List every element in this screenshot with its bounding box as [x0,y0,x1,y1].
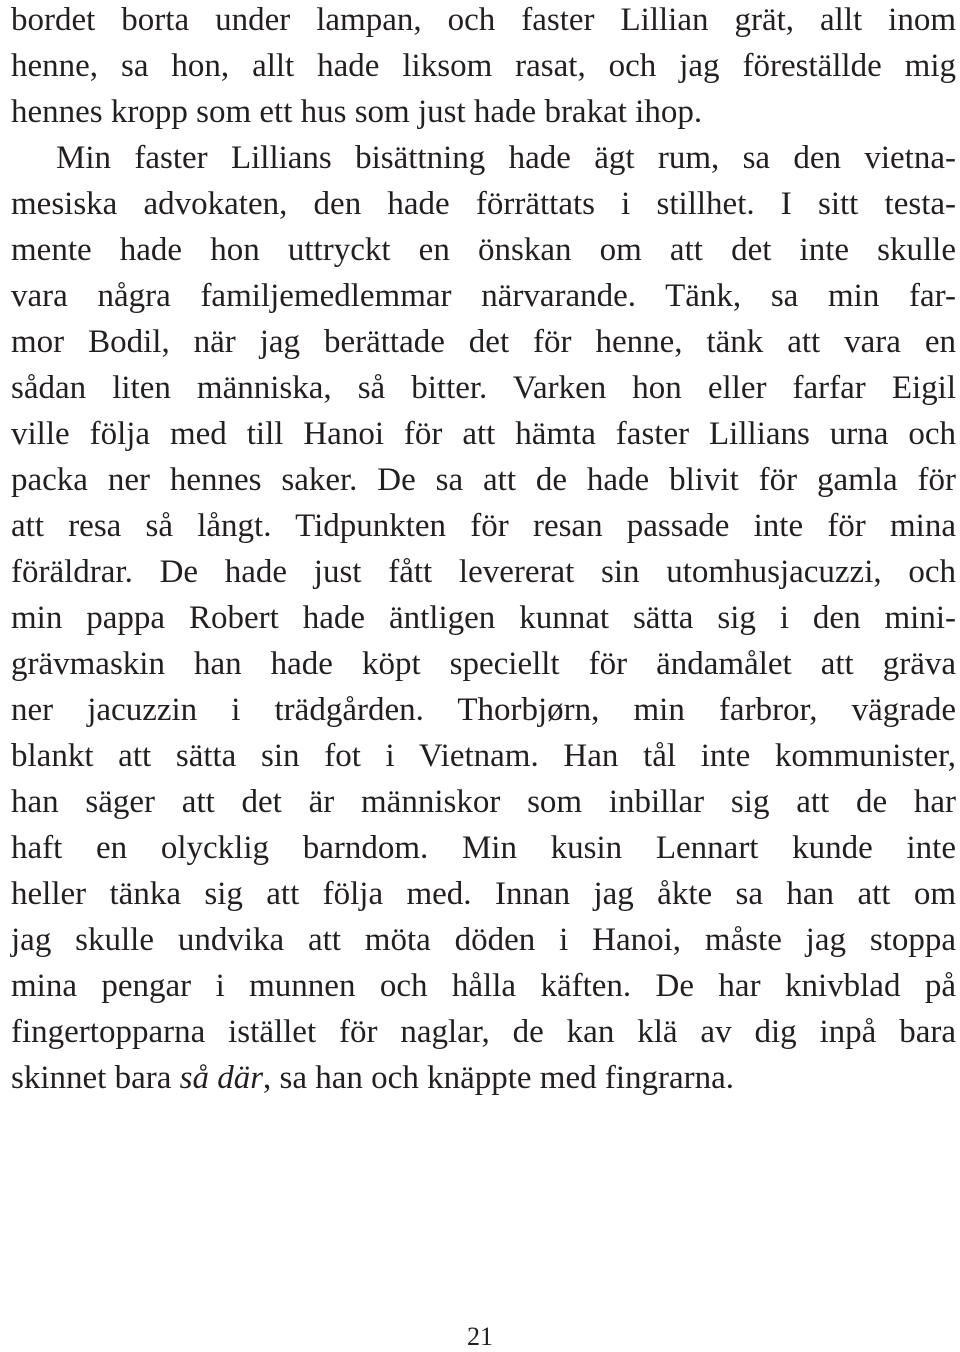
text-line: sådan liten människa, så bitter. Varken hon eller farfar Eigil [11,370,956,406]
text-line: ville följa med till Hanoi för att hämta faster Lillians urna och [11,416,956,452]
text-run: , sa han och knäppte med fingrarna. [263,1060,735,1096]
text-line: mor Bodil, när jag berättade det för henne, tänk att vara en [11,324,956,360]
text-line-indented: Min faster Lillians bisättning hade ägt rum, sa den vietna- [56,140,956,176]
text-line: han säger att det är människor som inbillar sig att de har [11,784,956,820]
text-line: heller tänka sig att följa med. Innan jag åkte sa han att om [11,876,956,912]
italic-text: så där [179,1060,264,1096]
text-line: bordet borta under lampan, och faster Lillian grät, allt inom [11,2,956,38]
page-number: 21 [467,1322,493,1351]
text-line: min pappa Robert hade äntligen kunnat sätta sig i den mini- [11,600,956,636]
text-line: packa ner hennes saker. De sa att de hade blivit för gamla för [11,462,956,498]
text-line: hennes kropp som ett hus som just hade brakat ihop. [11,94,703,130]
text-line: mente hade hon uttryckt en önskan om att det inte skulle [11,232,956,268]
text-line: jag skulle undvika att möta döden i Hanoi, måste jag stoppa [11,922,956,958]
text-line: henne, sa hon, allt hade liksom rasat, och jag föreställde mig [11,48,956,84]
text-line: mina pengar i munnen och hålla käften. De har knivblad på [11,968,956,1004]
text-line: vara några familjemedlemmar närvarande. Tänk, sa min far- [11,278,956,314]
body-text [11,0,956,1101]
text-line: grävmaskin han hade köpt speciellt för ändamålet att gräva [11,646,956,682]
text-line-last [11,1055,956,1101]
text-line: att resa så långt. Tidpunkten för resan passade inte för mina [11,508,956,544]
text-line: fingertopparna istället för naglar, de kan klä av dig inpå bara [11,1014,956,1050]
text-line: ner jacuzzin i trädgården. Thorbjørn, min farbror, vägrade [11,692,956,728]
text-line: blankt att sätta sin fot i Vietnam. Han tål inte kommunister, [11,738,956,774]
text-line: mesiska advokaten, den hade förrättats i stillhet. I sitt testa- [11,186,956,222]
text-line: haft en olycklig barndom. Min kusin Lennart kunde inte [11,830,956,866]
text-run: skinnet bara [11,1060,180,1096]
text-line: föräldrar. De hade just fått levererat sin utomhusjacuzzi, och [11,554,956,590]
